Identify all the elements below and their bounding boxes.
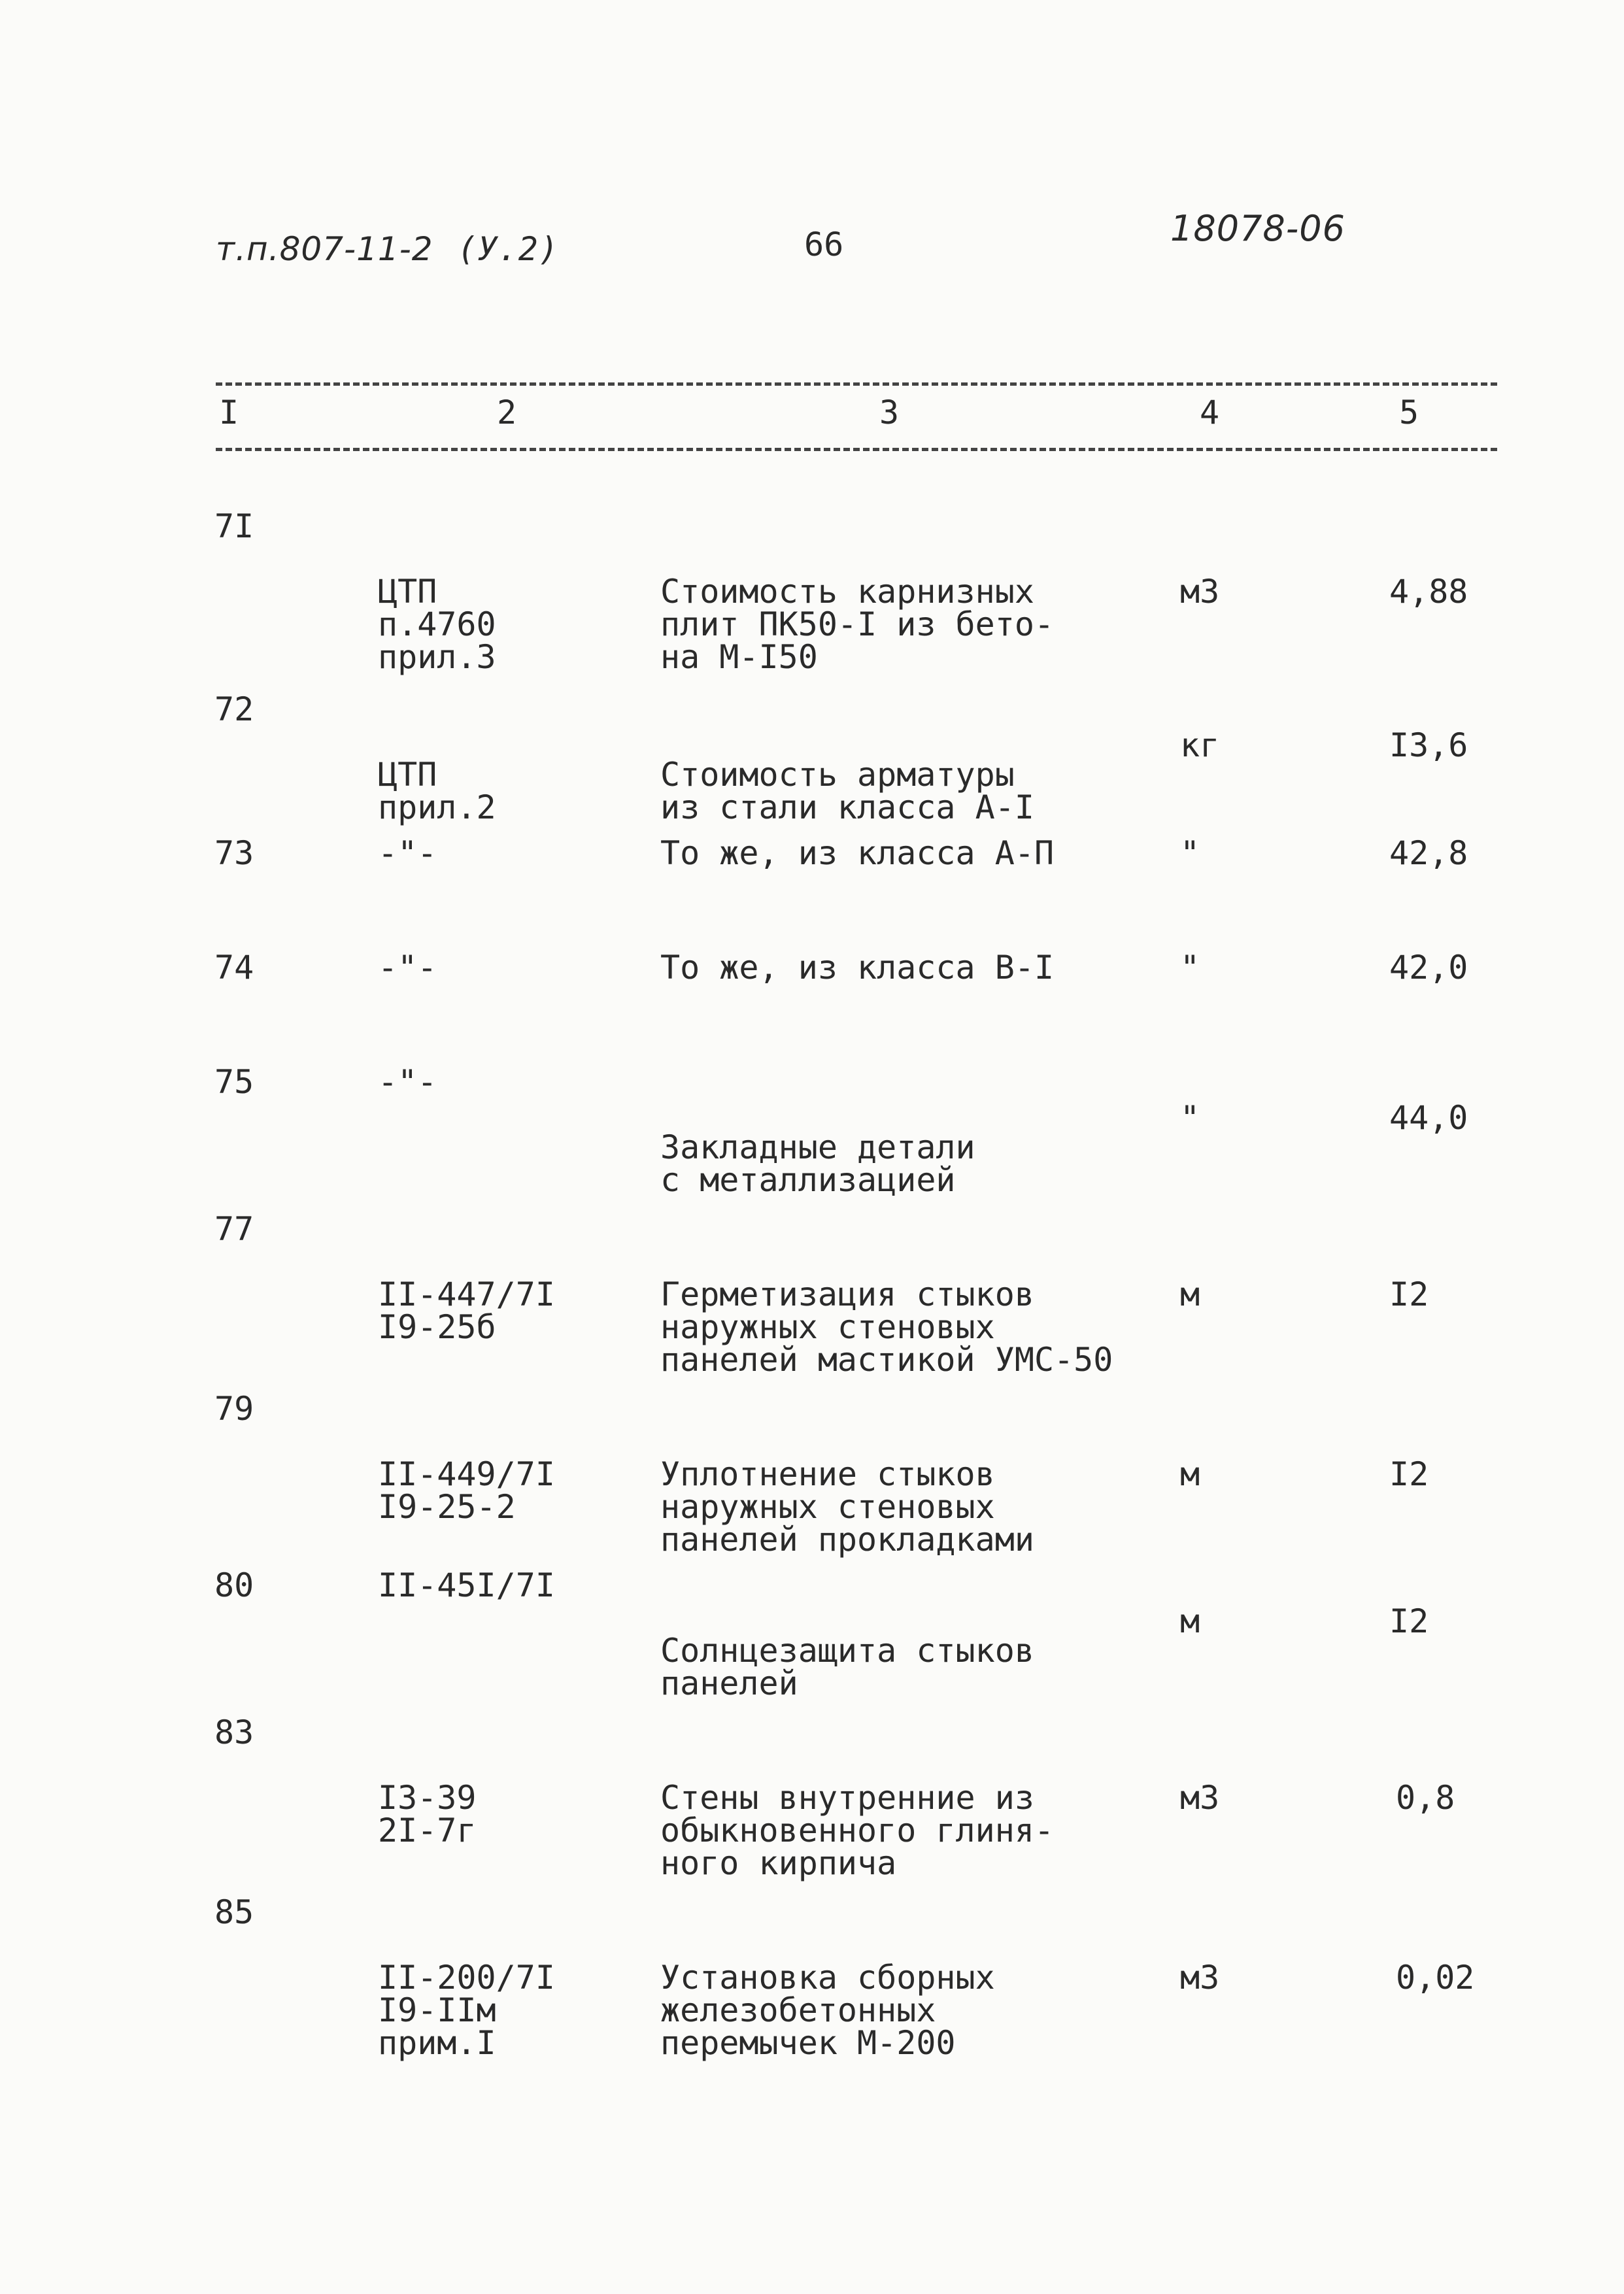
row-number: 72 [214,690,254,728]
quantity: 0,02 [1396,1959,1475,1997]
quantity: 4,88 [1389,573,1468,611]
quantity: I2 [1389,1455,1429,1493]
work-description: Закладные детали с металлизацией [660,1128,975,1199]
unit: м [1180,1275,1200,1313]
unit: " [1180,834,1200,872]
row-number: 80 [214,1566,254,1604]
row-number: 79 [214,1390,254,1428]
header-rule-bottom [216,448,1497,451]
row-number: 77 [214,1210,254,1248]
unit: м3 [1180,573,1220,611]
row-number: 74 [214,949,254,987]
archive-number: 18078-06 [1170,208,1345,249]
work-description: Стоимость карнизных плит ПК50-I из бето- на М-I50 [660,573,1055,676]
quantity: I2 [1389,1602,1429,1640]
row-number: 7I [214,507,254,545]
unit: кг [1180,726,1220,764]
row-number: 73 [214,834,254,872]
unit: м3 [1180,1959,1220,1997]
unit: " [1180,1099,1200,1137]
price-code: ЦТП п.4760 прил.3 [378,573,496,676]
col-header-2: 2 [497,394,517,431]
unit: м [1180,1455,1200,1493]
doc-reference [216,230,559,268]
doc-reference-typed: (У.2) [457,230,559,268]
work-description: Стоимость арматуры из стали класса А-I [660,756,1034,826]
price-code: -"- [378,834,437,872]
work-description: Стены внутренние из обыкновенного глиня- ного кирпича [660,1779,1055,1882]
row-number: 83 [214,1713,254,1751]
quantity: 42,0 [1389,949,1468,987]
work-description: Установка сборных железобетонных перемычек М-200 [660,1959,995,2062]
work-description: Солнцезащита стыков панелей [660,1632,1034,1702]
col-header-3: 3 [879,394,900,431]
work-description: Герметизация стыков наружных стеновых панелей мастикой УМС-50 [660,1275,1113,1379]
quantity: I3,6 [1389,726,1468,764]
doc-reference-hand: т.п.807-11-2 [216,230,433,268]
page-number: 66 [804,226,844,263]
unit: м3 [1180,1779,1220,1817]
price-code: II-200/7I I9-IIм прим.I [378,1959,555,2062]
price-code: I3-39 2I-7г [378,1779,477,1849]
unit: " [1180,949,1200,987]
price-code: -"- [378,1063,437,1101]
work-description: То же, из класса А-П [660,834,1055,872]
col-header-1: I [219,394,239,431]
quantity: 0,8 [1396,1779,1455,1817]
work-description: То же, из класса В-I [660,949,1055,987]
row-number: 85 [214,1893,254,1931]
quantity: 44,0 [1389,1099,1468,1137]
price-code: II-449/7I I9-25-2 [378,1455,555,1526]
unit: м [1180,1602,1200,1640]
col-header-5: 5 [1399,394,1419,431]
row-number: 75 [214,1063,254,1101]
price-code: -"- [378,949,437,987]
price-code: ЦТП прил.2 [378,756,496,826]
header-rule-top [216,382,1497,386]
price-code: II-447/7I I9-25б [378,1275,555,1346]
price-code: II-45I/7I [378,1566,555,1604]
quantity: I2 [1389,1275,1429,1313]
work-description: Уплотнение стыков наружных стеновых панелей прокладками [660,1455,1034,1559]
col-header-4: 4 [1200,394,1220,431]
quantity: 42,8 [1389,834,1468,872]
